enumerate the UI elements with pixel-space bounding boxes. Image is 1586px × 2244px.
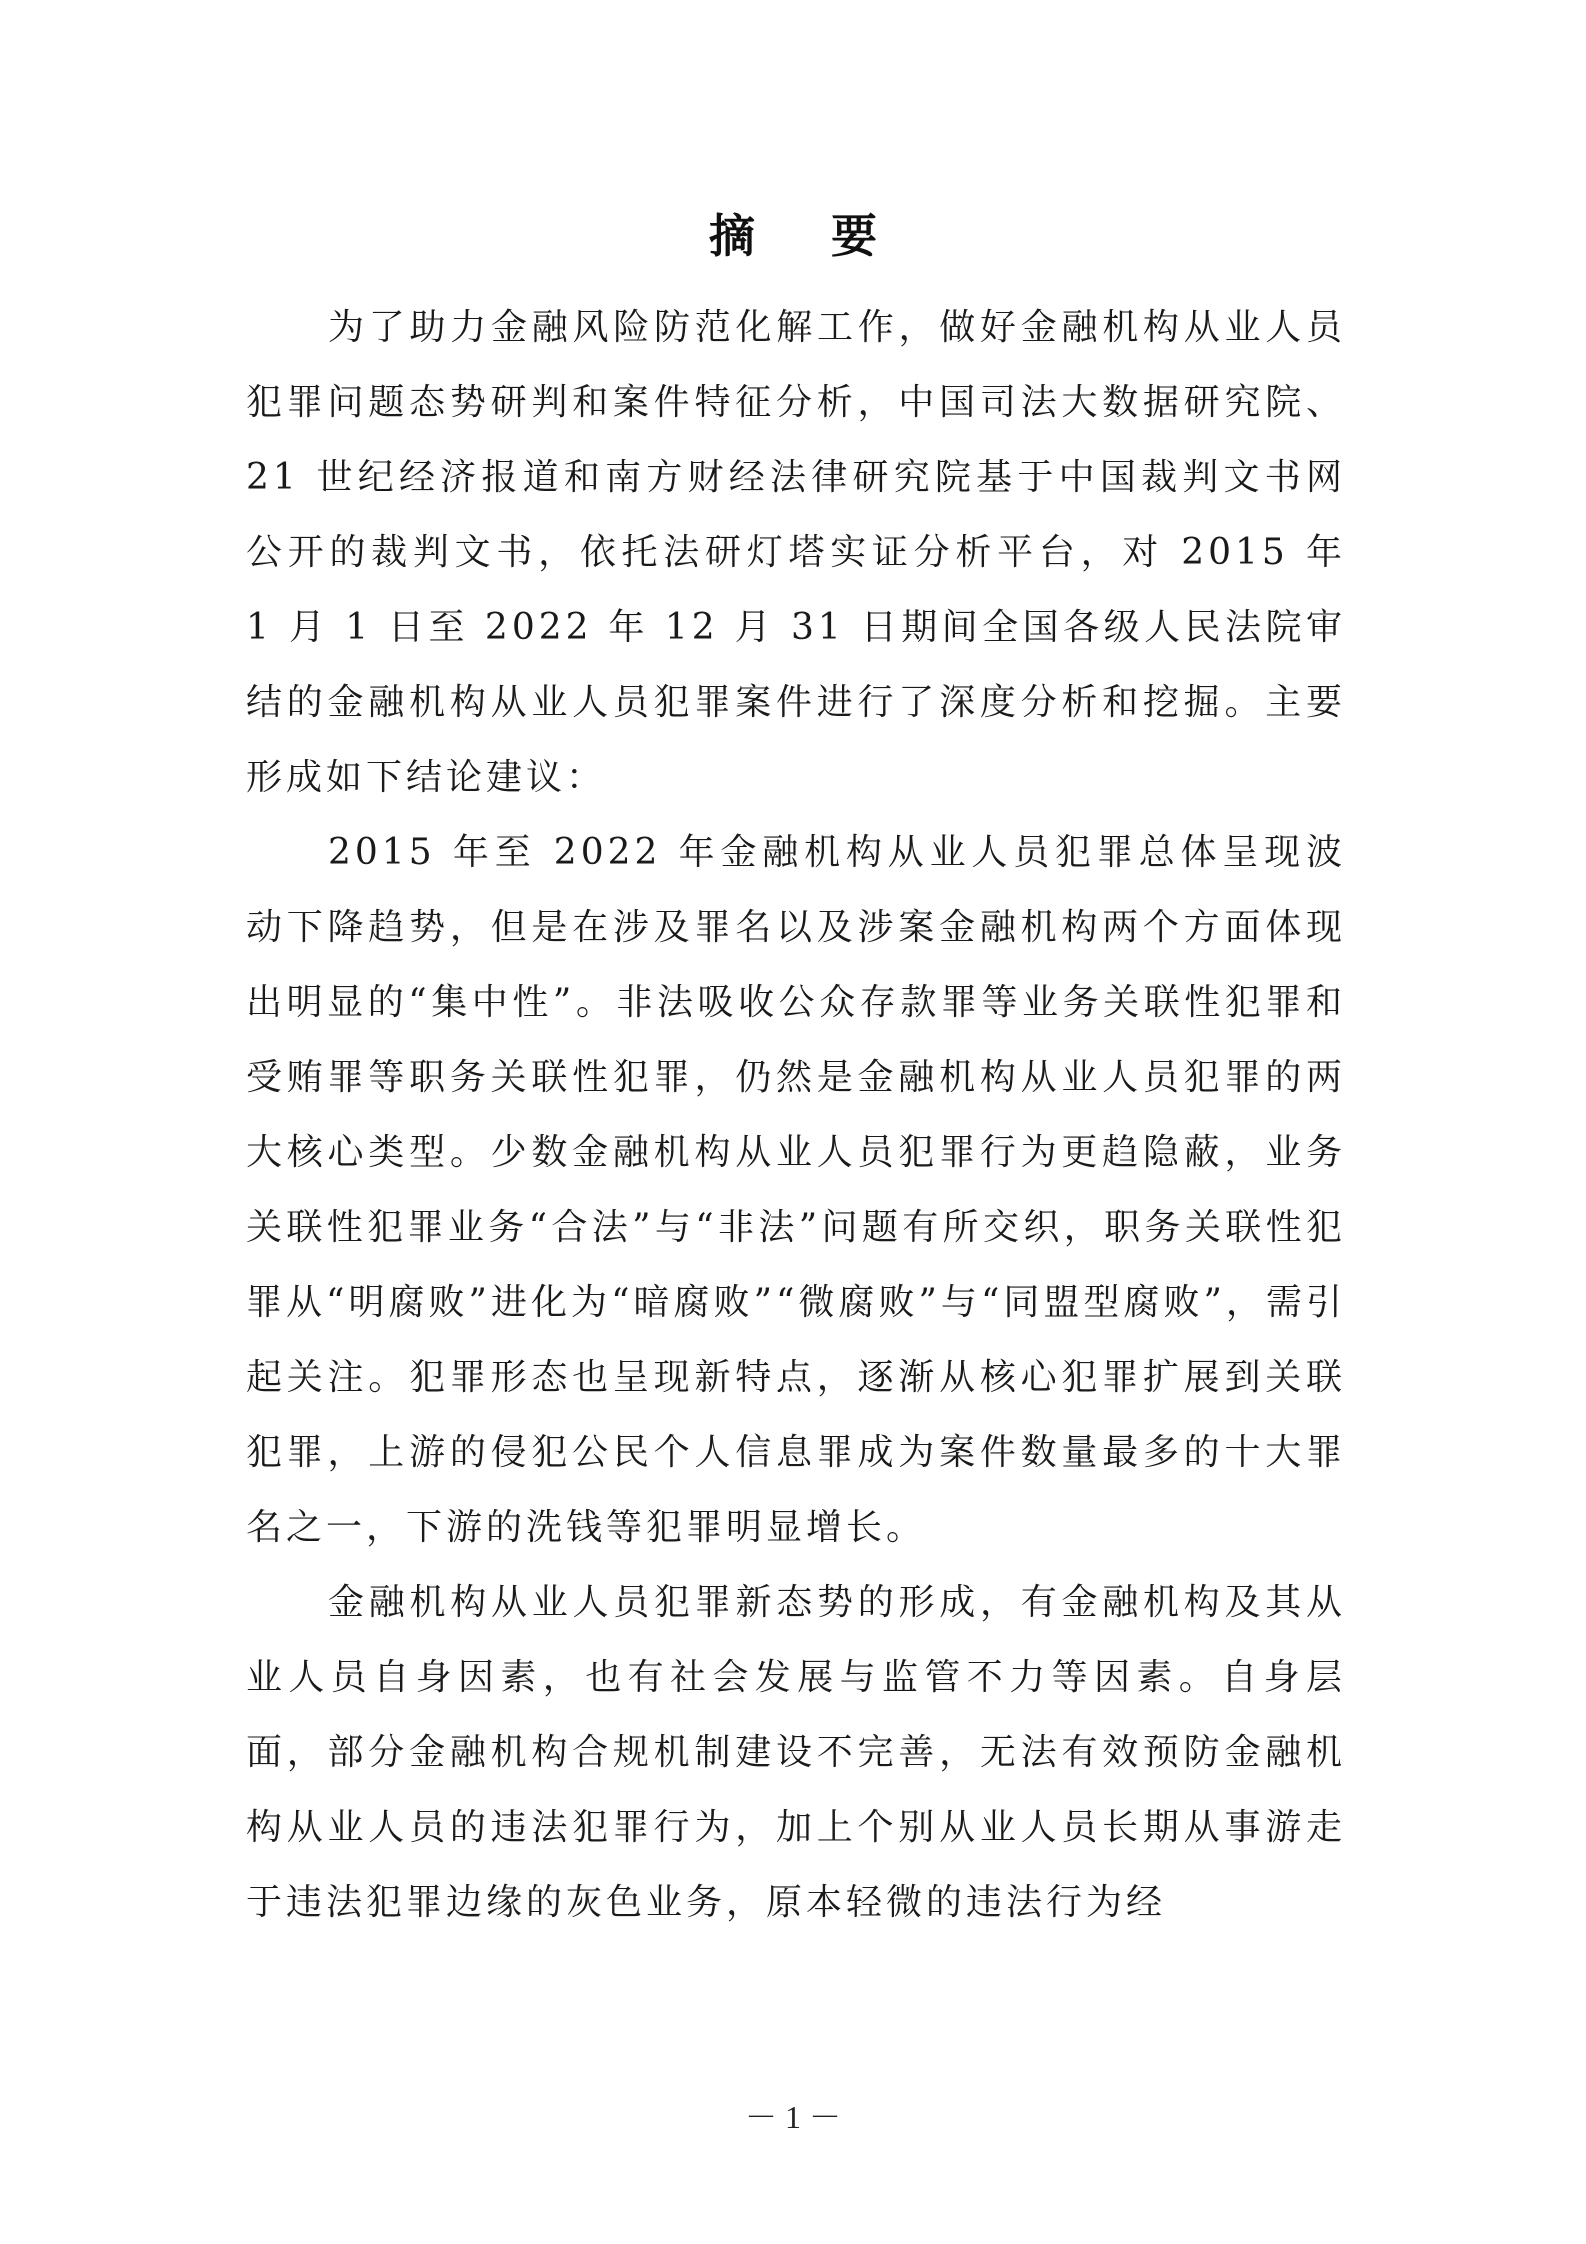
paragraph-trends: 2015 年至 2022 年金融机构从业人员犯罪总体呈现波动下降趋势，但是在涉及罪名以及涉案金融机构两个方面体现出明显的“集中性”。非法吸收公众存款罪等业务关联性犯罪和受贿罪等职务关联性犯罪，仍然是金融机构从业人员犯罪的两大核心类型。少数金融机构从业人员犯罪行为更趋隐蔽，业务关联性犯罪业务“合法”与“非法”问题有所交织，职务关联性犯罪从“明腐败”进化为“暗腐败”“微腐败”与“同盟型腐败”，需引起关注。犯罪形态也呈现新特点，逐渐从核心犯罪扩展到关联犯罪，上游的侵犯公民个人信息罪成为案件数量最多的十大罪名之一，下游的洗钱等犯罪明显增长。	[246, 832, 1346, 1548]
page-number: － 1 －	[744, 2099, 841, 2135]
abstract-body	[246, 290, 1346, 1940]
paragraph-causes: 金融机构从业人员犯罪新态势的形成，有金融机构及其从业人员自身因素，也有社会发展与监管不力等因素。自身层面，部分金融机构合规机制建设不完善，无法有效预防金融机构从业人员的违法犯罪行为，加上个别从业人员长期从事游走于违法犯罪边缘的灰色业务，原本轻微的违法行为经	[246, 1582, 1346, 1923]
abstract-title: 摘 要	[708, 209, 907, 263]
paragraph-intro: 为了助力金融风险防范化解工作，做好金融机构从业人员犯罪问题态势研判和案件特征分析，中国司法大数据研究院、21 世纪经济报道和南方财经法律研究院基于中国裁判文书网公开的裁判文书，依托法研灯塔实证分析平台，对 2015 年 1 月 1 日至 2022 年 12 月 31 日期间全国各级人民法院审结的金融机构从业人员犯罪案件进行了深度分析和挖掘。主要形成如下结论建议：	[246, 307, 1346, 798]
